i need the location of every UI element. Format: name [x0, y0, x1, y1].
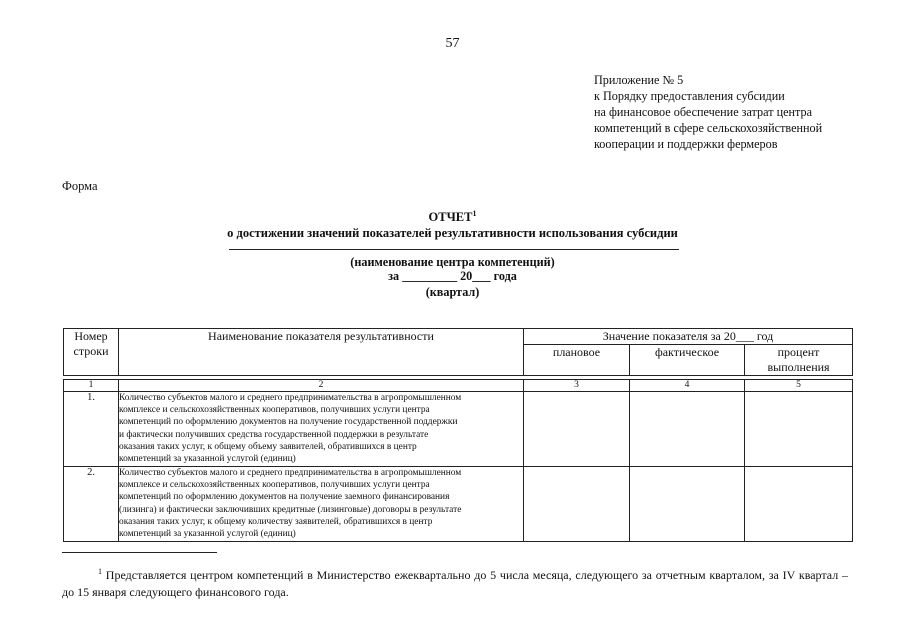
- header-percent-line: процент: [777, 345, 820, 359]
- indicators-table: [63, 328, 853, 542]
- table-row: [64, 467, 853, 542]
- appendix-note: [594, 72, 822, 152]
- report-title-text: ОТЧЕТ: [428, 210, 473, 225]
- appendix-line: Приложение № 5: [594, 73, 684, 87]
- indicator-line: оказания таких услуг, к общему объему заявителей, обратившихся в центр: [119, 441, 417, 452]
- indicator-line: компетенций за указанной услугой (единиц): [119, 529, 296, 540]
- appendix-line: кооперации и поддержки фермеров: [594, 137, 778, 151]
- header-indicator-name: Наименование показателя результативности: [119, 329, 524, 376]
- indicator-line: компетенций за указанной услугой (единиц): [119, 454, 296, 465]
- indicator-line: Количество субъектов малого и среднего предпринимательства в агропромышленном: [119, 468, 462, 478]
- indicator-line: компетенций по оформлению документов на получение государственной поддержки: [119, 417, 458, 428]
- header-value-group: Значение показателя за 20___ год: [524, 329, 853, 345]
- actual-value-cell[interactable]: [630, 467, 745, 542]
- percent-value-cell[interactable]: [745, 467, 853, 542]
- table-row: [64, 392, 853, 467]
- report-title: [0, 209, 905, 225]
- header-planned: плановое: [524, 345, 630, 376]
- period-caption: (квартал): [425, 285, 480, 299]
- header-row-number-line: Номер: [74, 329, 108, 343]
- footnote-mark: 1: [98, 567, 102, 576]
- header-row-number: [64, 329, 119, 376]
- appendix-line: к Порядку предоставления субсидии: [594, 89, 785, 103]
- indicator-line: комплексе и сельскохозяйственных кооперативов, получивших услуги центра: [119, 480, 430, 491]
- column-number: 2: [119, 380, 524, 392]
- page-number: 57: [445, 36, 460, 51]
- header-percent: [745, 345, 853, 376]
- report-subtitle: о достижении значений показателей результативности использования субсидии: [227, 226, 678, 240]
- indicator-line: (лизинга) и фактически заключивших кредитные (лизинговые) договоры в результате: [119, 504, 462, 515]
- period-line: за _________ 20___ года: [388, 269, 517, 283]
- header-row-number-line: строки: [73, 344, 109, 358]
- actual-value-cell[interactable]: [630, 392, 745, 467]
- indicator-description: [119, 467, 524, 542]
- footnote-text: Представляется центром компетенций в Министерство ежеквартально до 5 числа месяца, следующего за отчетным кварталом, за IV квартал – до 15 января следующего финансового года.: [62, 568, 848, 599]
- indicator-line: оказания таких услуг, к общему количеству заявителей, обратившихся в центр: [119, 516, 433, 527]
- indicator-line: и фактически получивших средства государственной поддержки в результате: [119, 429, 429, 440]
- name-caption: (наименование центра компетенций): [350, 255, 555, 269]
- indicator-line: комплексе и сельскохозяйственных кооперативов, получивших услуги центра: [119, 405, 430, 416]
- column-number: 1: [64, 380, 119, 392]
- appendix-line: на финансовое обеспечение затрат центра: [594, 105, 813, 119]
- column-number: 4: [630, 380, 745, 392]
- column-number: 3: [524, 380, 630, 392]
- indicator-line: компетенций по оформлению документов на получение заемного финансирования: [119, 492, 450, 503]
- row-number: 2.: [64, 467, 119, 542]
- indicator-description: [119, 392, 524, 467]
- column-number-row: [64, 380, 853, 392]
- header-percent-line: выполнения: [767, 360, 830, 374]
- percent-value-cell[interactable]: [745, 392, 853, 467]
- row-number: 1.: [64, 392, 119, 467]
- footnote-separator: [62, 552, 217, 553]
- appendix-line: компетенций в сфере сельскохозяйственной: [594, 121, 823, 135]
- form-label: Форма: [62, 179, 98, 193]
- name-fill-line: [229, 249, 679, 250]
- planned-value-cell[interactable]: [524, 467, 630, 542]
- planned-value-cell[interactable]: [524, 392, 630, 467]
- footnote-mark: 1: [472, 209, 477, 218]
- column-number: 5: [745, 380, 853, 392]
- header-actual: фактическое: [630, 345, 745, 376]
- footnote: [62, 563, 848, 601]
- indicator-line: Количество субъектов малого и среднего предпринимательства в агропромышленном: [119, 393, 462, 403]
